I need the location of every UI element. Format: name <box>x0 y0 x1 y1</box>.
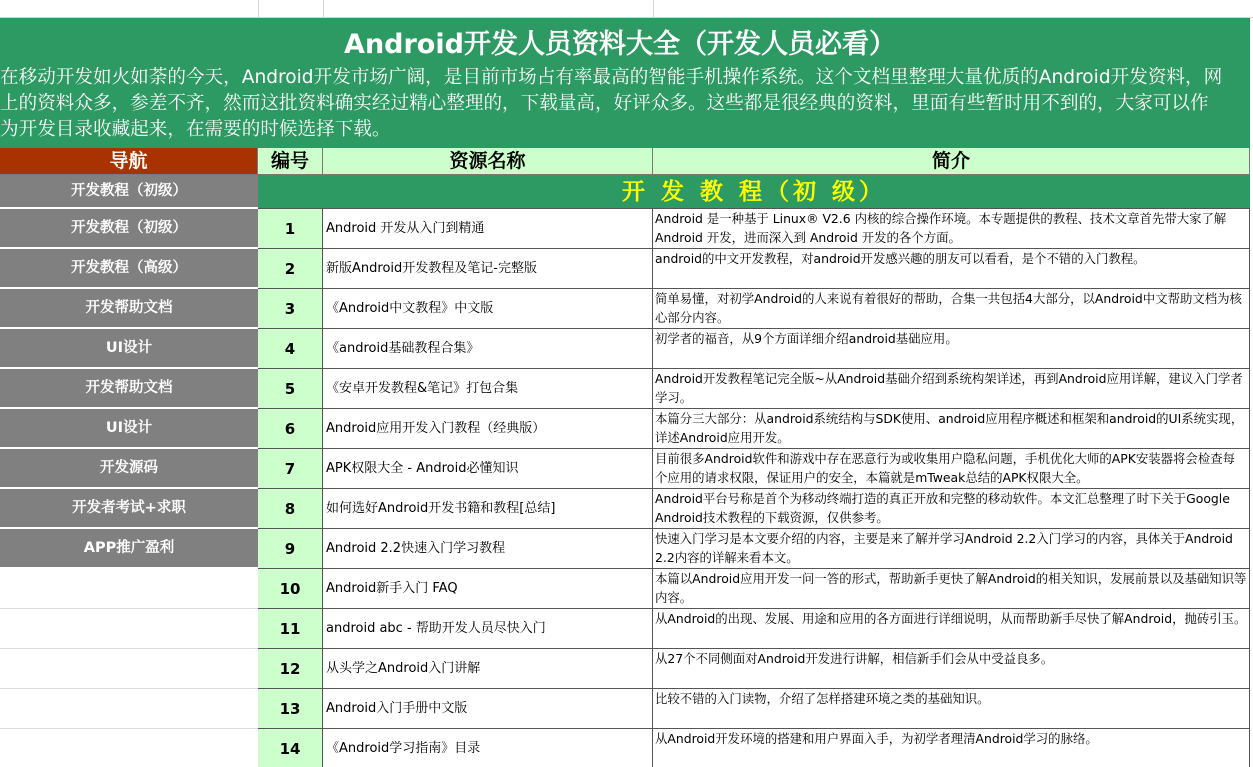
nav-item-help-docs[interactable]: 开发帮助文档 <box>0 369 258 409</box>
nav-item-advanced-tutorial[interactable]: 开发教程（高级） <box>0 249 258 289</box>
resource-description: 本篇以Android应用开发一问一答的形式，帮助新手更快了解Android的相关知识，发展前景以及基础知识等内容。 <box>653 569 1250 609</box>
nav-sidebar <box>0 175 258 767</box>
table-row <box>258 289 1253 329</box>
resource-name-link[interactable]: 从头学之Android入门讲解 <box>323 649 653 689</box>
resource-description: 初学者的福音，从9个方面详细介绍android基础应用。 <box>653 329 1250 369</box>
row-number: 3 <box>258 289 323 329</box>
resource-name-link[interactable]: Android 开发从入门到精通 <box>323 209 653 249</box>
table-row <box>258 729 1253 767</box>
table-row <box>258 329 1253 369</box>
row-number: 9 <box>258 529 323 569</box>
nav-item-exam-jobs[interactable]: 开发者考试+求职 <box>0 489 258 529</box>
table-row <box>258 569 1253 609</box>
table-row <box>258 649 1253 689</box>
resource-name-link[interactable]: APK权限大全 - Android必懂知识 <box>323 449 653 489</box>
gridline <box>653 0 654 18</box>
resource-description: 从Android开发环境的搭建和用户界面入手，为初学者理清Android学习的脉络。 <box>653 729 1250 767</box>
resource-name-link[interactable]: Android入门手册中文版 <box>323 689 653 729</box>
resource-name-link[interactable]: Android新手入门 FAQ <box>323 569 653 609</box>
resource-description: 从27个不同侧面对Android开发进行讲解，相信新手们会从中受益良多。 <box>653 649 1250 689</box>
resource-name-link[interactable]: 如何选好Android开发书籍和教程[总结] <box>323 489 653 529</box>
empty-cell <box>0 569 258 609</box>
row-number: 7 <box>258 449 323 489</box>
nav-item-ui-design[interactable]: UI设计 <box>0 329 258 369</box>
header-resource-name: 资源名称 <box>323 148 653 175</box>
nav-item-help-docs[interactable]: 开发帮助文档 <box>0 289 258 329</box>
gridline <box>323 0 324 18</box>
row-number: 8 <box>258 489 323 529</box>
resource-name-link[interactable]: Android 2.2快速入门学习教程 <box>323 529 653 569</box>
section-title: 开 发 教 程（初 级） <box>258 175 1250 209</box>
resource-name-link[interactable]: 《Android学习指南》目录 <box>323 729 653 767</box>
nav-item-beginner-tutorial[interactable]: 开发教程（初级） <box>0 175 258 209</box>
resource-description: Android平台号称是首个为移动终端打造的真正开放和完整的移动软件。本文汇总整理了时下关于Google Android技术教程的下载资源，仅供参考。 <box>653 489 1250 529</box>
resource-description: android的中文开发教程，对android开发感兴趣的朋友可以看看，是个不错的入门教程。 <box>653 249 1250 289</box>
empty-cell <box>0 689 258 729</box>
resource-name-link[interactable]: 《Android中文教程》中文版 <box>323 289 653 329</box>
empty-cell <box>0 729 258 767</box>
banner-description-line: 上的资料众多，参差不齐，然而这批资料确实经过精心整理的，下载量高，好评众多。这些都是很经典的资料，里面有些暂时用不到的，大家可以作 <box>0 93 1209 114</box>
nav-item-ui-design[interactable]: UI设计 <box>0 409 258 449</box>
resource-description: Android 是一种基于 Linux® V2.6 内核的综合操作环境。本专题提供的教程、技术文章首先带大家了解 Android 开发，进而深入到 Android 开发的各个方面。 <box>653 209 1250 249</box>
table-row <box>258 249 1253 289</box>
row-number: 13 <box>258 689 323 729</box>
nav-item-source-code[interactable]: 开发源码 <box>0 449 258 489</box>
page-title: Android开发人员资料大全（开发人员必看） <box>344 29 896 60</box>
row-number: 6 <box>258 409 323 449</box>
row-number: 11 <box>258 609 323 649</box>
banner-description <box>0 65 1248 143</box>
resource-description: 比较不错的入门读物，介绍了怎样搭建环境之类的基础知识。 <box>653 689 1250 729</box>
banner <box>0 18 1250 148</box>
row-number: 14 <box>258 729 323 767</box>
resource-description: 简单易懂，对初学Android的人来说有着很好的帮助，合集一共包括4大部分，以Android中文帮助文档为核心部分内容。 <box>653 289 1250 329</box>
row-number: 2 <box>258 249 323 289</box>
row-number: 4 <box>258 329 323 369</box>
table-row <box>258 369 1253 409</box>
resource-name-link[interactable]: android abc - 帮助开发人员尽快入门 <box>323 609 653 649</box>
resource-name-link[interactable]: 《android基础教程合集》 <box>323 329 653 369</box>
resource-description: 快速入门学习是本文要介绍的内容，主要是来了解并学习Android 2.2入门学习的内容，具体关于Android 2.2内容的详解来看本文。 <box>653 529 1250 569</box>
resource-name-link[interactable]: 《安卓开发教程&笔记》打包合集 <box>323 369 653 409</box>
resource-description: Android开发教程笔记完全版~从Android基础介绍到系统构架详述，再到Android应用详解，建议入门学者学习。 <box>653 369 1250 409</box>
table-row <box>258 489 1253 529</box>
nav-item-app-promotion[interactable]: APP推广盈利 <box>0 529 258 569</box>
row-number: 5 <box>258 369 323 409</box>
nav-item-beginner-tutorial[interactable]: 开发教程（初级） <box>0 209 258 249</box>
resource-description: 本篇分三大部分：从android系统结构与SDK使用、android应用程序概述和框架和android的UI系统实现，详述Android应用开发。 <box>653 409 1250 449</box>
resource-name-link[interactable]: Android应用开发入门教程（经典版） <box>323 409 653 449</box>
empty-cell <box>0 609 258 649</box>
row-number: 10 <box>258 569 323 609</box>
header-number: 编号 <box>258 148 323 175</box>
resource-table <box>258 209 1253 767</box>
resource-description: 从Android的出现、发展、用途和应用的各方面进行详细说明，从而帮助新手尽快了解Android，抛砖引玉。 <box>653 609 1250 649</box>
row-number: 12 <box>258 649 323 689</box>
header-nav: 导航 <box>0 148 258 175</box>
table-row <box>258 209 1253 249</box>
table-row <box>258 409 1253 449</box>
resource-name-link[interactable]: 新版Android开发教程及笔记-完整版 <box>323 249 653 289</box>
banner-description-line: 在移动开发如火如荼的今天，Android开发市场广阔，是目前市场占有率最高的智能手机操作系统。这个文档里整理大量优质的Android开发资料，网 <box>0 67 1223 88</box>
gridline <box>258 0 259 18</box>
table-row <box>258 609 1253 649</box>
header-description: 简介 <box>653 148 1250 175</box>
row-number: 1 <box>258 209 323 249</box>
spreadsheet-top-strip <box>0 0 1253 18</box>
table-row <box>258 529 1253 569</box>
table-row <box>258 449 1253 489</box>
resource-description: 目前很多Android软件和游戏中存在恶意行为或收集用户隐私问题，手机优化大师的APK安装器将会检查每个应用的请求权限，保证用户的安全，本篇就是mTweak总结的APK权限大全。 <box>653 449 1250 489</box>
banner-description-line: 为开发目录收藏起来，在需要的时候选择下载。 <box>0 119 391 140</box>
empty-cell <box>0 649 258 689</box>
table-row <box>258 689 1253 729</box>
